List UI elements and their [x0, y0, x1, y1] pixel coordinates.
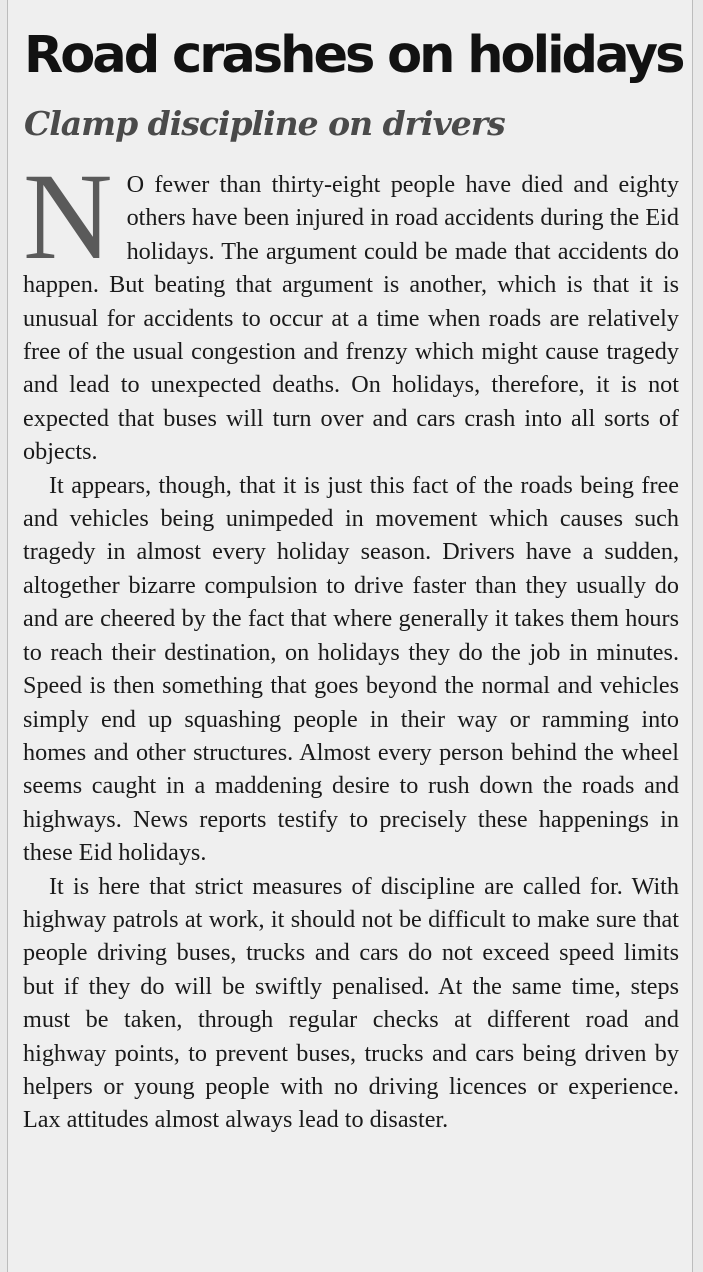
subheadline: Clamp discipline on drivers [24, 104, 505, 143]
newspaper-clipping [7, 0, 693, 1272]
drop-cap: N [23, 148, 113, 285]
paragraph-1-text: O fewer than thirty-eight people have died and eighty others have been injured in road accidents during the Eid holidays. The argument could be made that accidents do happen. But beating that argument is another, which is that it is unusual for accidents to occur at a time when roads are relatively free of the usual congestion and frenzy which might cause tragedy and lead to unexpected deaths. On holidays, therefore, it is not expected that buses will turn over and cars crash into all sorts of objects. [23, 171, 679, 466]
paragraph-3: It is here that strict measures of discipline are called for. With highway patrols at work, it should not be difficult to make sure that people driving buses, trucks and cars do not exceed speed limits but if they do will be swiftly penalised. At the same time, steps must be taken, through regular checks at different road and highway points, to prevent buses, trucks and cars being driven by helpers or young people with no driving licences or experience. Lax attitudes almost always lead to disaster. [23, 872, 679, 1134]
headline: Road crashes on holidays [24, 26, 683, 85]
paragraph-2: It appears, though, that it is just this fact of the roads being free and vehicles being unimpeded in movement which causes such tragedy in almost every holiday season. Drivers have a sudden, altogether bizarre compulsion to drive faster than they usually do and are cheered by the fact that where generally it takes them hours to reach their destination, on holidays they do the job in minutes. Speed is then something that goes beyond the normal and vehicles simply end up squashing people in their way or ramming into homes and other structures. Almost every person behind the wheel seems caught in a maddening desire to rush down the roads and highways. News reports testify to precisely these happenings in these Eid holidays. [23, 471, 679, 867]
paragraph-1 [23, 148, 679, 469]
article-body [23, 148, 679, 1137]
